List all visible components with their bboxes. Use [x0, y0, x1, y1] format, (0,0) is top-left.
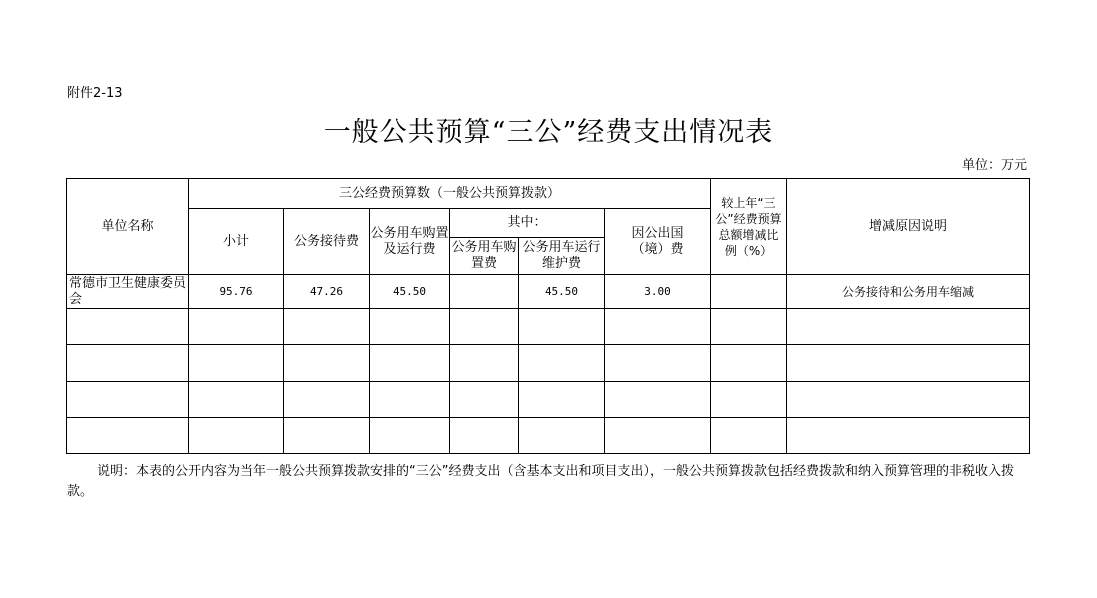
table-row: [67, 418, 1030, 454]
cell-reason: 公务接待和公务用车缩减: [787, 275, 1030, 309]
table-row: [67, 345, 1030, 382]
header-change-ratio: 较上年“三公”经费预算总额增减比例（%）: [711, 179, 787, 275]
header-vehicle-purchase: 公务用车购置费: [450, 238, 519, 275]
attachment-label: 附件2-13: [67, 86, 123, 101]
header-reason: 增减原因说明: [787, 179, 1030, 275]
cell-unit-name: 常德市卫生健康委员会: [67, 275, 189, 309]
table-note: 说明：本表的公开内容为当年一般公共预算拨款安排的“三公”经费支出（含基本支出和项目支出），一般公共预算拨款包括经费拨款和纳入预算管理的非税收入拨款。: [67, 464, 1014, 499]
header-reception: 公务接待费: [284, 209, 370, 275]
header-of-which: 其中：: [450, 209, 605, 238]
header-unit-name: 单位名称: [67, 179, 189, 275]
header-budget-group: 三公经费预算数（一般公共预算拨款）: [189, 179, 711, 209]
cell-vehicle-operation: 45.50: [519, 275, 605, 309]
cell-vehicle-total: 45.50: [370, 275, 450, 309]
table-row: [67, 382, 1030, 418]
header-vehicle-total: 公务用车购置及运行费: [370, 209, 450, 275]
table-row: [67, 275, 1030, 309]
header-vehicle-operation: 公务用车运行维护费: [519, 238, 605, 275]
cell-overseas: 3.00: [605, 275, 711, 309]
unit-label: 单位：万元: [961, 158, 1027, 173]
three-public-expense-table: [66, 178, 1030, 454]
header-subtotal: 小计: [189, 209, 284, 275]
cell-reception: 47.26: [284, 275, 370, 309]
header-overseas: 因公出国（境）费: [605, 209, 711, 275]
cell-subtotal: 95.76: [189, 275, 284, 309]
cell-change-ratio: [711, 275, 787, 309]
page-title: 一般公共预算“三公”经费支出情况表: [323, 117, 774, 148]
cell-vehicle-purchase: [450, 275, 519, 309]
table-row: [67, 309, 1030, 345]
